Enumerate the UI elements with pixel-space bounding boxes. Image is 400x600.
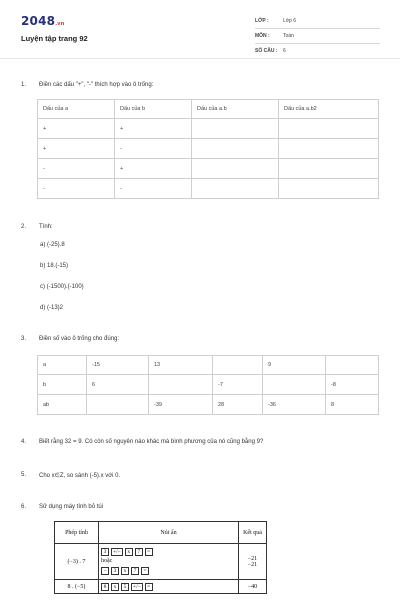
keys-cell bbox=[99, 544, 239, 580]
sub-item: d) (-13)2 bbox=[40, 305, 64, 311]
table-cell: - bbox=[115, 139, 192, 159]
result-value: −21 bbox=[247, 555, 258, 562]
table-header-row bbox=[55, 522, 267, 544]
row-label: ab bbox=[38, 395, 87, 415]
calculator-key: +/− bbox=[113, 549, 121, 555]
answer-cell[interactable] bbox=[192, 179, 279, 199]
table-header-cell: Nút ấn bbox=[99, 522, 239, 544]
table-header-cell: Dấu của a.b2 bbox=[279, 100, 379, 119]
answer-cell[interactable] bbox=[263, 375, 326, 395]
table-row bbox=[55, 544, 267, 580]
question-text: Cho x∈Z, so sánh (-5).x với 0. bbox=[39, 473, 121, 479]
meta-count-row bbox=[255, 44, 380, 59]
table-cell: -39 bbox=[149, 395, 213, 415]
result-cell bbox=[239, 544, 267, 580]
answer-cell[interactable] bbox=[87, 395, 149, 415]
question-number: 2. bbox=[21, 224, 27, 230]
calculator-key: − bbox=[101, 567, 109, 575]
meta-subject-row bbox=[255, 29, 380, 44]
header bbox=[0, 0, 400, 62]
table-row bbox=[38, 375, 379, 395]
calculator-key: x bbox=[111, 583, 119, 591]
table-cell: 6 bbox=[87, 375, 149, 395]
answer-cell[interactable] bbox=[213, 356, 263, 375]
table-cell: - bbox=[38, 179, 115, 199]
answer-cell[interactable] bbox=[149, 375, 213, 395]
answer-cell[interactable] bbox=[192, 159, 279, 179]
meta-value: Lớp 6 bbox=[283, 18, 297, 24]
question-text: Điền số vào ô trống cho đúng: bbox=[39, 336, 120, 342]
table-cell: 9 bbox=[263, 356, 326, 375]
answer-cell[interactable] bbox=[326, 356, 379, 375]
table-cell: - bbox=[115, 179, 192, 199]
key-sequence bbox=[101, 547, 236, 557]
fill-number-table bbox=[37, 355, 379, 415]
row-label: b bbox=[38, 375, 87, 395]
table-cell: + bbox=[38, 139, 115, 159]
answer-cell[interactable] bbox=[279, 159, 379, 179]
table-cell: 13 bbox=[149, 356, 213, 375]
sub-item: b) 18.(-15) bbox=[40, 263, 69, 269]
table-cell: + bbox=[115, 159, 192, 179]
question-text: Điền các dấu "+", "-" thích hợp vào ô trống: bbox=[39, 82, 154, 88]
meta-key: LỚP : bbox=[255, 18, 269, 24]
table-header-cell: Dấu của a bbox=[38, 100, 115, 119]
key-sequence bbox=[101, 566, 236, 576]
table-row bbox=[38, 159, 379, 179]
result-cell: −40 bbox=[239, 580, 267, 594]
question-text: Tính: bbox=[39, 224, 53, 230]
meta-value: 6 bbox=[283, 48, 286, 54]
question-text: Sử dụng máy tính bỏ túi bbox=[39, 504, 104, 510]
table-row bbox=[55, 580, 267, 594]
question-number: 1. bbox=[21, 82, 27, 88]
question-number: 3. bbox=[21, 336, 27, 342]
logo-main: 2048 bbox=[21, 14, 56, 28]
calculator-key: +/− bbox=[133, 583, 141, 590]
header-divider bbox=[0, 58, 400, 59]
page-title: Luyện tập trang 92 bbox=[21, 34, 88, 43]
calculator-key: = bbox=[141, 567, 149, 575]
meta-class-row bbox=[255, 14, 380, 29]
table-cell: - bbox=[38, 159, 115, 179]
calculator-table bbox=[54, 521, 267, 594]
sub-item: a) (-25).8 bbox=[40, 242, 65, 248]
table-row bbox=[38, 179, 379, 199]
question-number: 4. bbox=[21, 439, 27, 445]
meta-key: SỐ CÂU : bbox=[255, 48, 278, 54]
row-label: a bbox=[38, 356, 87, 375]
calculator-key: 8 bbox=[101, 583, 109, 591]
calculator-key: x bbox=[125, 548, 133, 556]
table-header-cell: Kết quả bbox=[239, 522, 267, 544]
calculator-key: = bbox=[145, 548, 153, 556]
calculator-key: x bbox=[121, 567, 129, 575]
result-value: −21 bbox=[247, 561, 258, 568]
operation-cell: 8 . (−5) bbox=[55, 580, 99, 594]
question-number: 5. bbox=[21, 472, 27, 478]
answer-cell[interactable] bbox=[192, 139, 279, 159]
sub-item: c) (-1500).(-100) bbox=[40, 284, 84, 290]
table-row bbox=[38, 139, 379, 159]
meta-key: MÔN : bbox=[255, 33, 270, 39]
site-logo[interactable] bbox=[21, 14, 65, 28]
calculator-key: 7 bbox=[135, 548, 143, 556]
table-header-cell: Dấu của b bbox=[115, 100, 192, 119]
or-label: hoặc bbox=[101, 558, 113, 564]
table-cell: -15 bbox=[87, 356, 149, 375]
answer-cell[interactable] bbox=[279, 139, 379, 159]
table-row bbox=[38, 356, 379, 375]
table-row bbox=[38, 119, 379, 139]
logo-sub: .vn bbox=[55, 21, 65, 27]
operation-cell: (−3) . 7 bbox=[55, 544, 99, 580]
calculator-key: 3 bbox=[111, 567, 119, 575]
meta-value: Toán bbox=[283, 33, 294, 39]
question-text: Biết rằng 32 = 9. Có còn số nguyên nào khác mà bình phương của nó cũng bằng 9? bbox=[39, 439, 264, 445]
table-header-cell: Dấu của a.b bbox=[192, 100, 279, 119]
calculator-key: 3 bbox=[101, 548, 109, 556]
calculator-key: 5 bbox=[121, 583, 129, 591]
answer-cell[interactable] bbox=[279, 119, 379, 139]
table-header-cell: Phép tính bbox=[55, 522, 99, 544]
meta-info bbox=[255, 14, 380, 59]
table-cell: -7 bbox=[213, 375, 263, 395]
table-cell: 28 bbox=[213, 395, 263, 415]
table-cell: + bbox=[38, 119, 115, 139]
table-cell: -8 bbox=[326, 375, 379, 395]
sign-table bbox=[37, 99, 379, 199]
table-row bbox=[38, 395, 379, 415]
table-cell: -36 bbox=[263, 395, 326, 415]
calculator-key: 7 bbox=[131, 567, 139, 575]
table-cell: 8 bbox=[326, 395, 379, 415]
question-number: 6. bbox=[21, 504, 27, 510]
answer-cell[interactable] bbox=[279, 179, 379, 199]
answer-cell[interactable] bbox=[192, 119, 279, 139]
table-cell: + bbox=[115, 119, 192, 139]
calculator-key: = bbox=[145, 583, 153, 591]
keys-cell bbox=[99, 580, 239, 594]
table-header-row bbox=[38, 100, 379, 119]
